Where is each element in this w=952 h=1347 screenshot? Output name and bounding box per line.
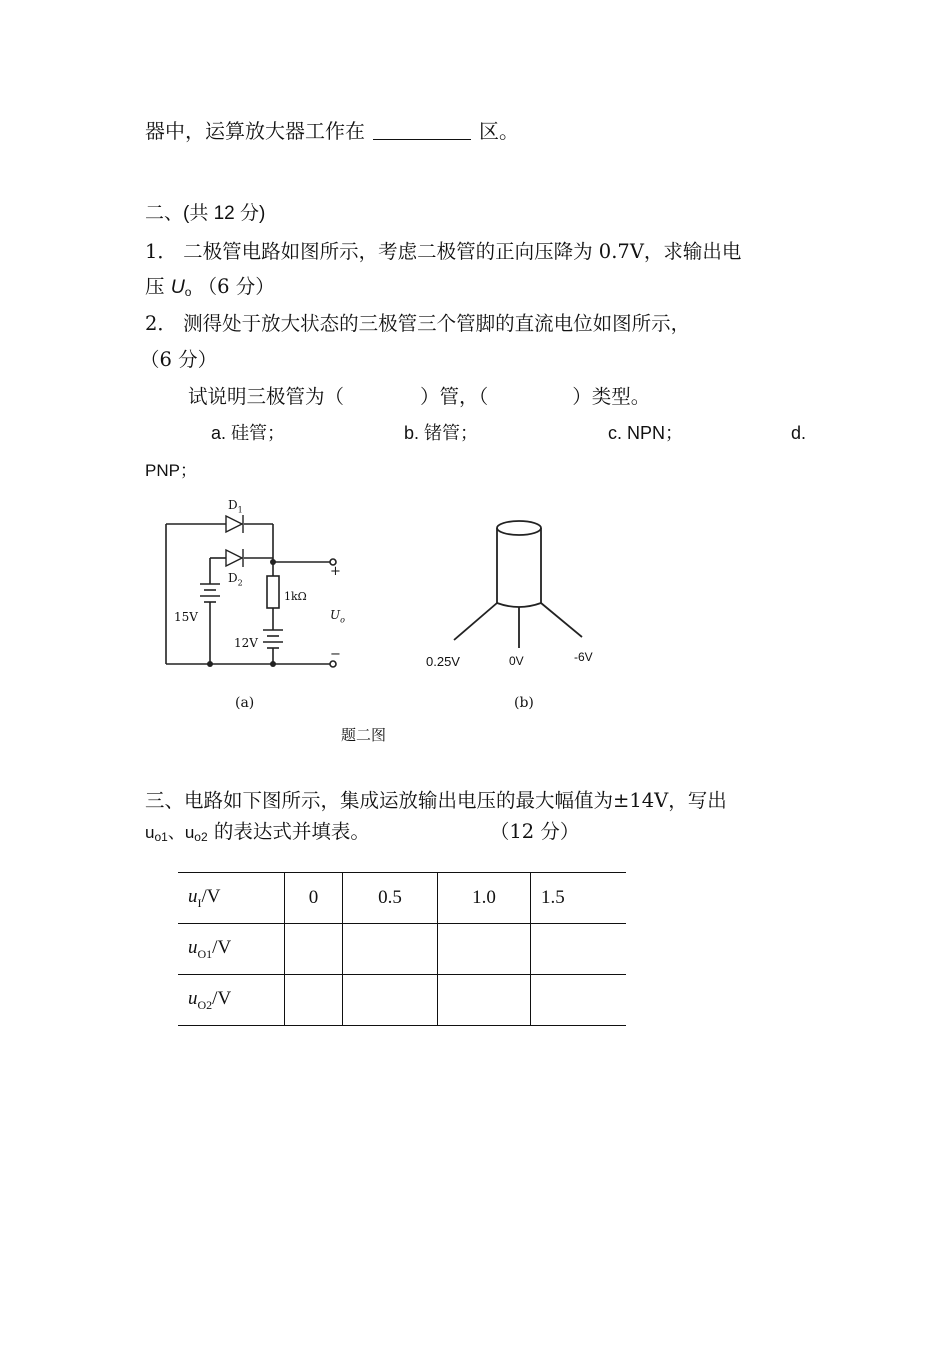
caption-b: (b) <box>514 695 534 711</box>
transistor-diagram <box>448 515 608 655</box>
question-1-line1: 1． 二极管电路如图所示，考虑二极管的正向压降为 0.7V，求输出电 <box>145 240 742 263</box>
q1-u-subscript: o <box>184 285 192 299</box>
row-header-uo2: $u_{O2}/V$ <box>178 975 285 1026</box>
table-row <box>178 873 626 924</box>
question-2-line1: 2． 测得处于放大状态的三极管三个管脚的直流电位如图所示， <box>145 312 691 335</box>
table-cell-empty[interactable] <box>438 975 531 1026</box>
option-a: a. 硅管； <box>211 423 286 443</box>
uo2-sub: o2 <box>194 830 208 844</box>
label-resistor: 1kΩ <box>284 590 307 603</box>
label-uo: $U_o$ <box>330 608 345 625</box>
label-15v: 15V <box>174 610 198 624</box>
label-plus: + <box>330 564 341 579</box>
label-12v: 12V <box>234 636 258 650</box>
section-2-heading: 二、(共 12 分) <box>145 203 266 224</box>
q1-score: （6 分） <box>191 275 275 298</box>
question-1-line2 <box>145 277 275 298</box>
label-d2: $D_2$ <box>228 571 243 588</box>
table-cell-empty[interactable] <box>531 975 627 1026</box>
table-cell: 1.5 <box>531 873 627 924</box>
row-header-uo1: $u_{O1}/V$ <box>178 924 285 975</box>
prompt-part1: 试说明三极管为（ <box>188 385 345 408</box>
table-cell-empty[interactable] <box>285 924 343 975</box>
table-cell: 1.0 <box>438 873 531 924</box>
pin-label-3: -6V <box>574 650 593 664</box>
label-minus: − <box>330 647 341 662</box>
row-header-ui: $u_I/V$ <box>178 873 285 924</box>
table-cell-empty[interactable] <box>285 975 343 1026</box>
q1-u-symbol: U <box>170 276 185 298</box>
option-d: d. <box>791 423 807 443</box>
section-3-score: （12 分） <box>489 820 580 843</box>
caption-a: (a) <box>235 695 255 711</box>
uo2-u: 、u <box>167 823 195 842</box>
option-d-value: PNP； <box>145 461 197 480</box>
section-3-text: 的表达式并填表。 <box>207 820 370 843</box>
pin-label-1: 0.25V <box>426 654 460 669</box>
question-2-score: （6 分） <box>140 348 218 371</box>
table-row <box>178 975 626 1026</box>
uo1-u: u <box>145 823 155 842</box>
line1-text: 器中，运算放大器工作在 <box>145 119 365 143</box>
prompt-part3: ）类型。 <box>572 385 651 408</box>
question-2-prompt <box>188 387 650 407</box>
option-b: b. 锗管； <box>404 423 479 443</box>
q1-text: 压 <box>145 275 171 298</box>
answer-table <box>178 872 626 1026</box>
table-cell-empty[interactable] <box>438 924 531 975</box>
label-d1: $D_1$ <box>228 498 243 515</box>
uo1-sub: o1 <box>154 830 168 844</box>
prompt-part2: ）管，（ <box>420 385 489 408</box>
answer-blank <box>373 123 471 140</box>
section-3-line1: 三、电路如下图所示，集成运放输出电压的最大幅值为±14V，写出 <box>145 789 727 812</box>
table-cell: 0.5 <box>343 873 438 924</box>
figure-caption: 题二图 <box>341 726 387 744</box>
table-cell-empty[interactable] <box>343 924 438 975</box>
table-row <box>178 924 626 975</box>
option-c: c. NPN； <box>608 423 684 443</box>
table-cell: 0 <box>285 873 343 924</box>
line1-end: 区。 <box>479 119 519 143</box>
table-cell-empty[interactable] <box>343 975 438 1026</box>
section-3-line2 <box>145 822 579 843</box>
fill-blank-line <box>145 121 519 141</box>
table-cell-empty[interactable] <box>531 924 627 975</box>
pin-label-2: 0V <box>509 654 524 668</box>
